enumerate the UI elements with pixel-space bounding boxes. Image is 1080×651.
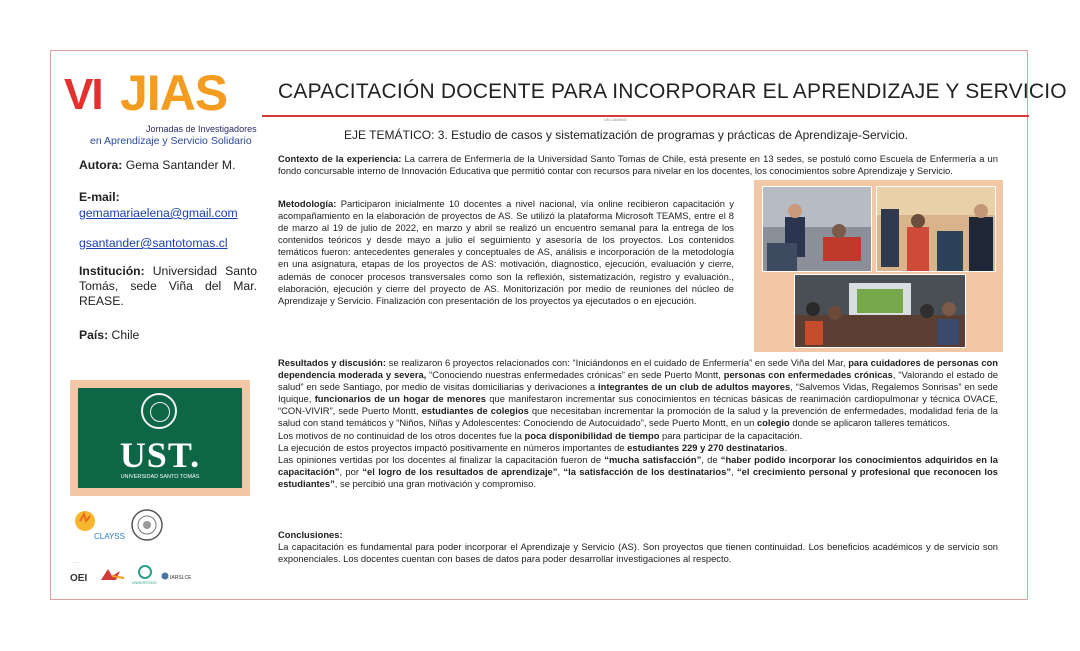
- clayss-label: CLAYSS: [94, 532, 125, 541]
- email-link-1[interactable]: gemamariaelena@gmail.com: [79, 206, 238, 220]
- oei-label: OEI: [70, 573, 88, 584]
- poster-title: CAPACITACIÓN DOCENTE PARA INCORPORAR EL APRENDIZAJE Y SERVICIO: [278, 80, 1067, 103]
- author-value: Gema Santander M.: [125, 158, 236, 172]
- conclusiones-text: La capacitación es fundamental para poder incorporar el Aprendizaje y Servicio (AS). Son proyectos que tienen continuidad. Los beneficios académicos y de servicio son exponenciales. Los docentes cuentan con bases de datos para poder desarrollar investigaciones al respecto.: [278, 541, 998, 565]
- title-divider: [262, 115, 1029, 117]
- vijias-logo: [64, 64, 264, 154]
- country-label: País:: [79, 328, 109, 342]
- conclusiones-label: Conclusiones:: [278, 529, 343, 540]
- ejecucion-line: La ejecución de estos proyectos impactó positivamente en números importantes de: [278, 441, 628, 453]
- motivos-line: Los motivos de no continuidad de los otros docentes fue la: [278, 429, 525, 441]
- resultados-label: Resultados y discusión:: [278, 357, 386, 368]
- uniservitate-label: UNISERVITATE: [132, 581, 157, 585]
- logo-mark-vi: VI: [64, 70, 102, 119]
- tiny-caption: UN CAMINO: [604, 117, 627, 122]
- email-link-2[interactable]: gsantander@santotomas.cl: [79, 236, 228, 250]
- institution-value: Universidad Santo Tomás, sede Viña del Mar. REASE.: [79, 264, 257, 308]
- country-line: [79, 328, 139, 343]
- photo-training-2: [876, 186, 996, 272]
- photo-training-1: [762, 186, 872, 272]
- country-value: Chile: [111, 328, 140, 342]
- email-1[interactable]: [79, 206, 238, 221]
- institution-label: Institución:: [79, 264, 145, 278]
- iarslce-logo-icon: [160, 568, 192, 584]
- photo-collage: [754, 180, 1003, 352]
- metodologia-section: [278, 198, 734, 307]
- email-label: E-mail:: [79, 190, 120, 204]
- logo-subtitle-1: Jornadas de Investigadores: [146, 124, 257, 134]
- university-seal-icon: [130, 508, 164, 542]
- uniservitate-logo-icon: [132, 564, 158, 586]
- partner-tiny-label: ·····: [72, 560, 79, 565]
- conclusiones-section: [278, 529, 998, 565]
- contexto-label: Contexto de la experiencia:: [278, 153, 402, 164]
- author-line: [79, 158, 235, 173]
- contexto-text: La carrera de Enfermería de la Universidad Santo Tomas de Chile, está presente en 13 sedes, se postuló como Escuela de Enfermería a un fondo concursable interno de Innovación Educativa que permitió contar con recursos para nivelar en los docentes, los conocimientos sobre Aprendizaje y Servicio.: [278, 153, 998, 177]
- metodologia-text: Participaron inicialmente 10 docentes a nivel nacional, vía online recibieron capacitación y acompañamiento en la elaboración de proyectos de AS. Se utilizó la plataforma Microsoft TEAMS, entre el 8 de marzo al 19 de julio de 2022, en marzo y abril se realizó un encuentro semanal para la entrega de los contenidos teóricos y desde mayo a julio el seguimiento y asesoría de los proyectos. Los contenidos temáticos fueron: antecedentes generales y conceptuales de AS, análisis e incorporación de la metodología en una asignatura, etapas de los proyectos de AS: motivación, diagnostico, ejecución, evaluación y cierre, además de conocer procesos transversales como son la reflexión, sistematización, registro y evaluación., elaboración, ejecución y cierre del proyecto de AS. Monitorización por medio de reuniones del núcleo de Aprendizaje y Servicio. Finalización con presentación de los proyectos ya ejecutados o en ejecución.: [278, 198, 734, 306]
- ust-logo-frame: [70, 380, 250, 496]
- institution-block: [79, 264, 257, 309]
- metodologia-label: Metodología:: [278, 198, 337, 209]
- author-label: Autora:: [79, 158, 123, 172]
- eje-tematico: EJE TEMÁTICO: 3. Estudio de casos y sistematización de programas y prácticas de Aprendizaje-Servicio.: [344, 128, 909, 142]
- clayss-logo-icon: [72, 508, 128, 542]
- star-logo-icon: [98, 566, 130, 584]
- ust-logo: [78, 388, 242, 488]
- oei-logo-icon: [70, 570, 94, 584]
- photo-training-3: [794, 274, 966, 348]
- logo-mark-jias: JIAS: [120, 65, 228, 121]
- ust-wordmark: UST.: [119, 435, 201, 475]
- ust-seal-icon: [141, 393, 177, 429]
- contexto-section: [278, 153, 998, 177]
- opiniones-line: Las opiniones vertidas por los docentes al finalizar la capacitación fueron de: [278, 453, 605, 465]
- iarslce-label: IARSLCE: [170, 575, 192, 581]
- logo-subtitle-2: en Aprendizaje y Servicio Solidario: [90, 135, 252, 147]
- ust-subtitle: UNIVERSIDAD SANTO TOMÁS: [120, 474, 200, 480]
- email-2[interactable]: [79, 236, 228, 251]
- resultados-section: Resultados y discusión: se realizaron 6 proyectos relacionados con: “Iniciándonos en el cuidado de Enfermería” en sede Viña del Mar, para cuidadores de personas con dependencia moderada y severa, “Conociendo nuestras enfermedades crónicas” en sede Puerto Montt, personas con enfermedades crónicas, “Valorando el estado de salud” en sede Santiago, por medio de visitas domiciliarias y derivaciones a integrantes de un club de adultos mayores, “Salvemos Vidas, Regalemos Sonrisas” en sede Iquique, funcionarios de un hogar de menores que manifestaron incrementar sus conocimientos en técnicas básicas de reanimación cardiopulmonar y técnica OVACE, “CON-VIVIR”, sede Puerto Montt, estudiantes de colegios que necesitaban incrementar la promoción de la salud y la prevención de enfermedades, modalidad feria de la salud con stand temáticos y “Niños, Niñas y Adolescentes: Conociendo de Autocuidado”, sede Puerto Montt, en un colegio donde se aplicaron talleres temáticos. Los motivos de no continuidad de los otros docentes fue la poca disponibilidad de tiempo para participar de la capacitación. La ejecución de estos proyectos impactó positivamente en números importantes de estudiantes 229 y 270 destinatarios. Las opiniones vertidas por los docentes al finalizar la capacitación fueron de “mucha satisfacción”, de “haber podido incorporar los conocimientos adquiridos en la capacitación”, por “el logro de los resultados de aprendizaje”, “la satisfacción de los destinatarios”, “el crecimiento personal y profesional que reconocen los estudiantes”, se percibió una gran motivación y compromiso.: [278, 357, 999, 489]
